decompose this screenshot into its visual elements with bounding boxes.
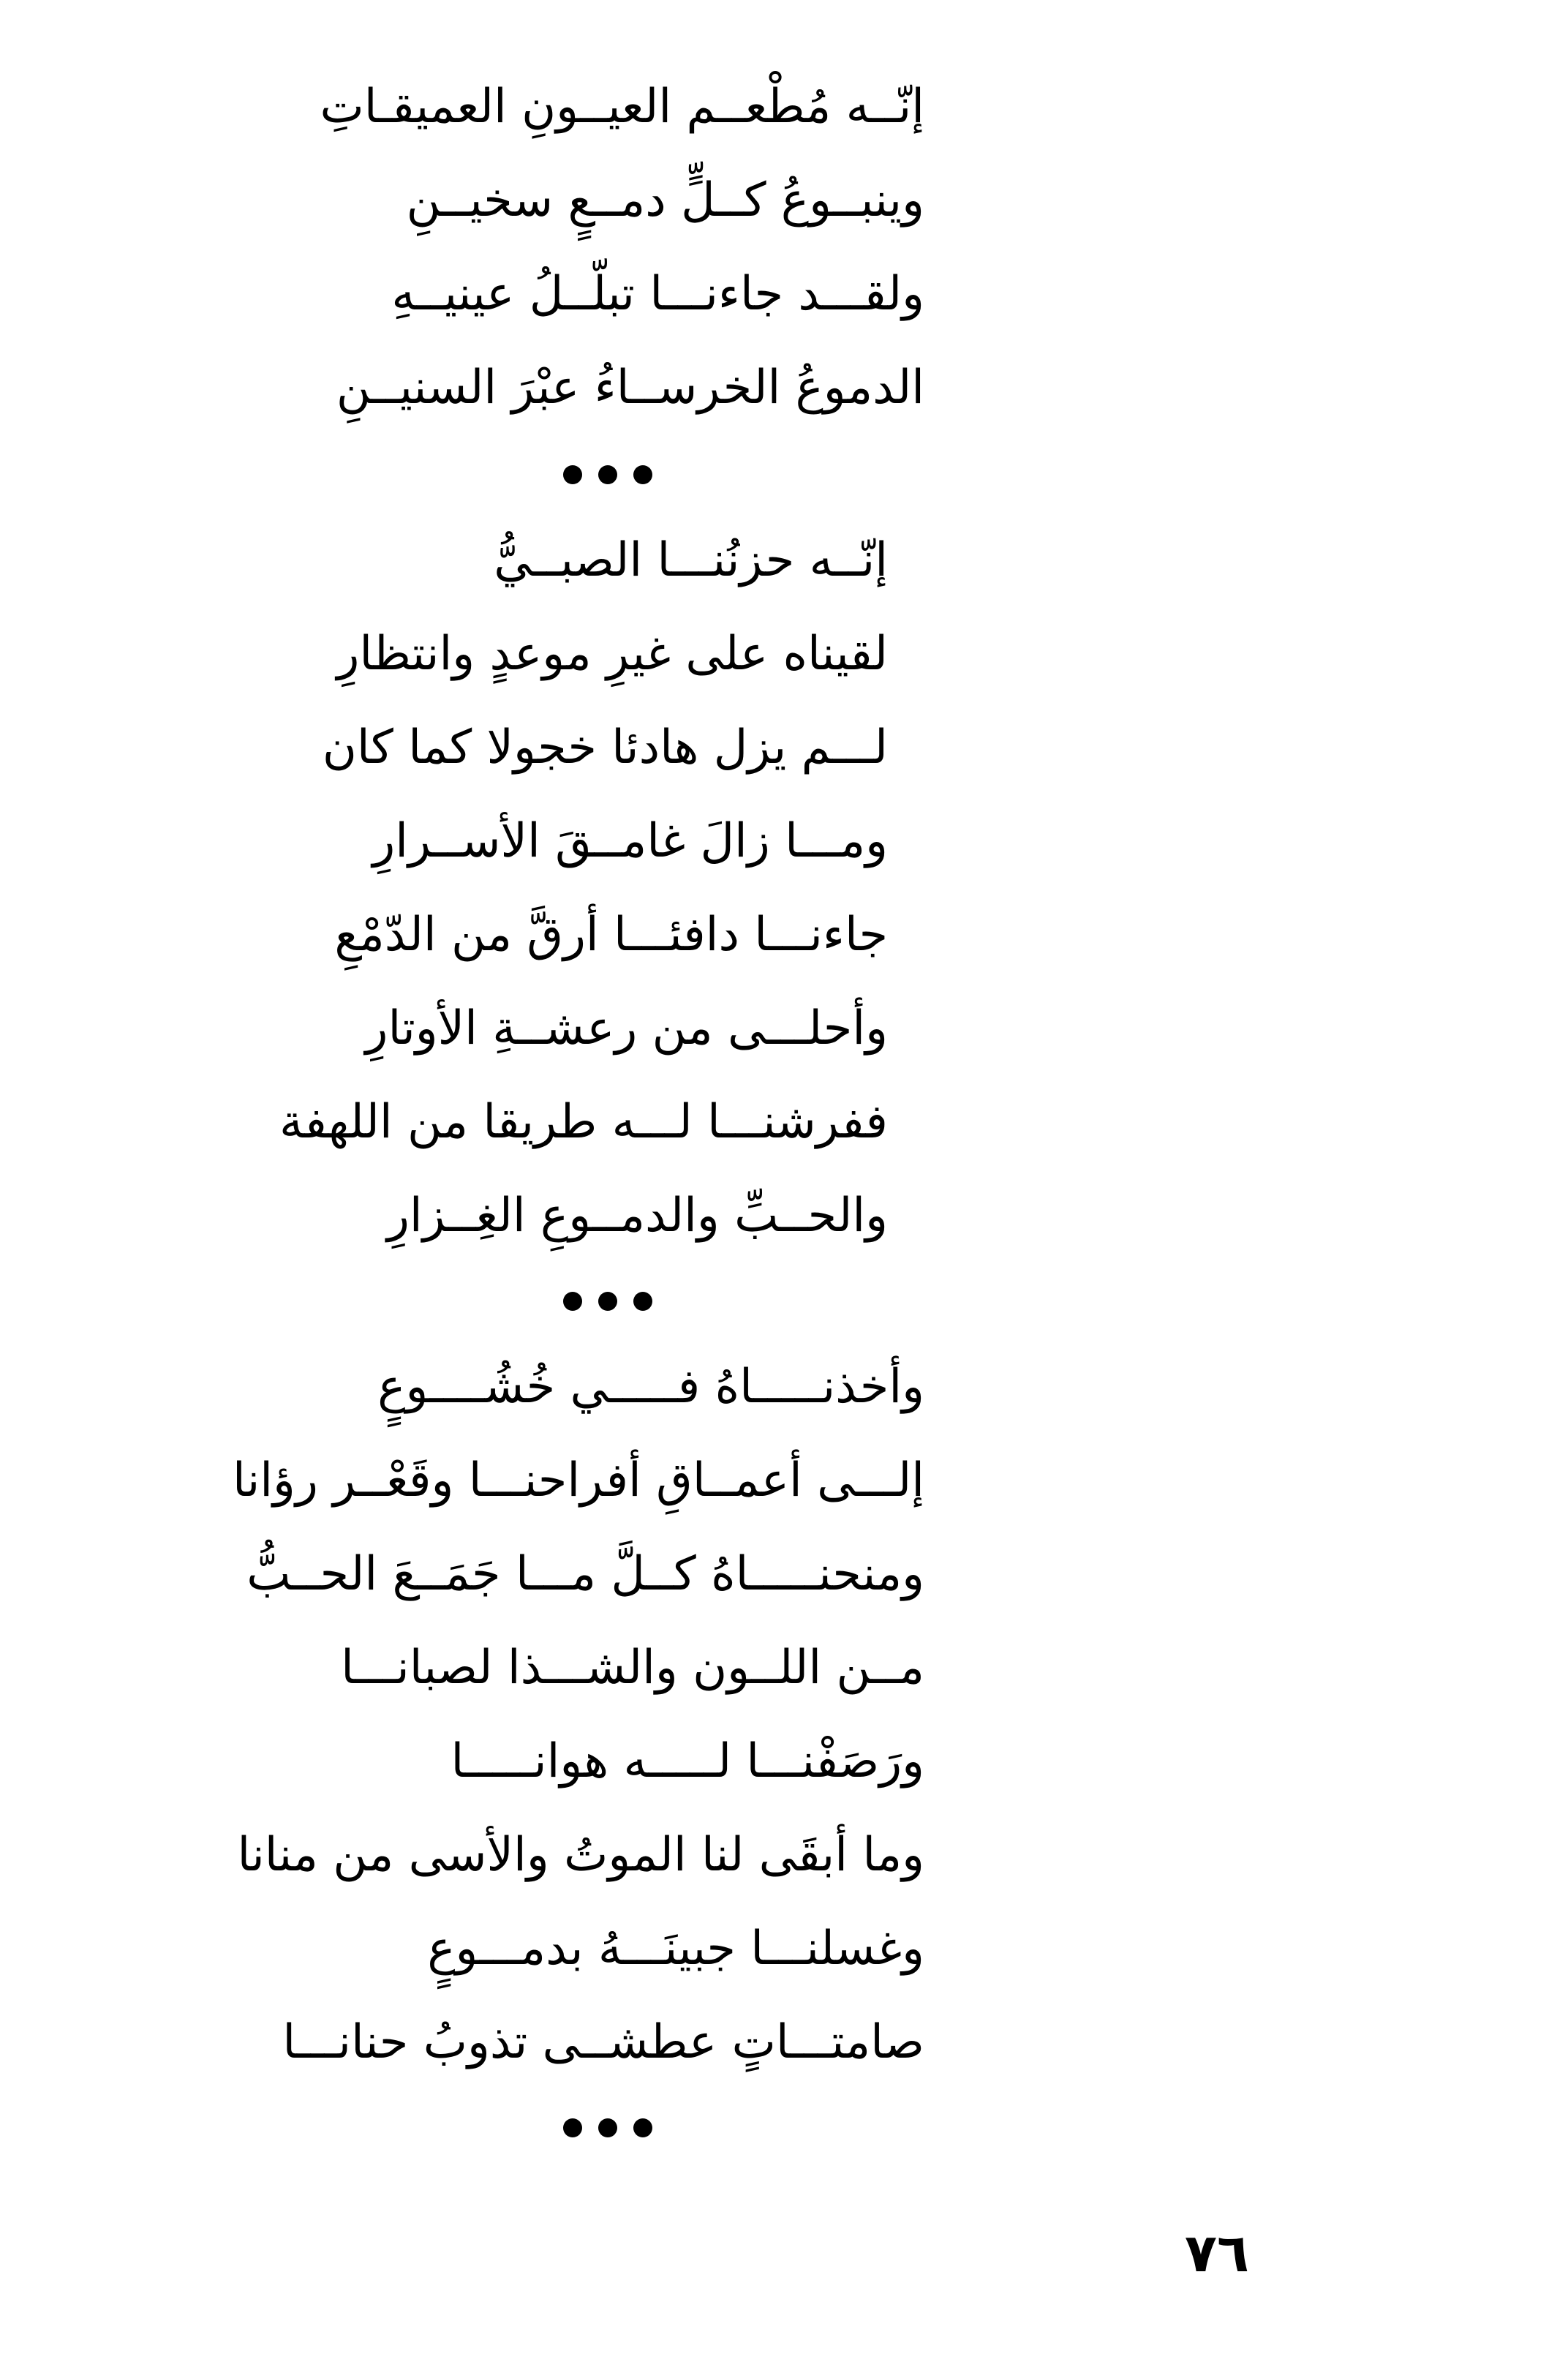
stanza-separator [563,465,652,484]
verse-line: جاءنـــا دافئـــا أرقَّ من الدّمْعِ [334,908,888,962]
page-number: ٧٦ [1185,2222,1249,2284]
separator-dot [563,2118,582,2137]
separator-dot [598,2118,617,2137]
verse-line: ولقـــد جاءنـــا تبلّــلُ عينيــهِ [391,267,924,321]
verse-line: والحــبِّ والدمــوعِ الغِــزارِ [387,1189,888,1243]
verse-line: وأحلـــى من رعشــةِ الأوتارِ [365,1001,888,1056]
verse-line: ومـــا زالَ غامــقَ الأســرارِ [372,814,888,868]
separator-dot [563,465,582,484]
verse-line: وغسلنـــا جبينَـــهُ بدمـــوعٍ [427,1922,924,1976]
verse-line: مــن اللــون والشـــذا لصبانـــا [341,1641,924,1695]
verse-line: صامتـــاتٍ عطشــى تذوبُ حنانـــا [282,2015,924,2069]
verse-line: إنّــه مُطْعــم العيــونِ العميقـاتِ [320,80,924,134]
stanza-separator [563,1292,652,1311]
verse-line: إنّــه حزنُنـــا الصبــيُّ [494,533,888,587]
verse-line: إلـــى أعمــاقِ أفراحنـــا وقَعْــر رؤانا [232,1453,924,1508]
verse-line: ورَصَفْنـــا لـــــه هوانـــــا [451,1734,924,1788]
verse-line: ففرشنـــا لـــه طريقا من اللهفة [279,1095,888,1149]
verse-line: لـــم يزل هادئا خجولا كما كان [322,721,888,775]
separator-dot [633,465,652,484]
verse-line: وأخذنـــــاهُ فـــــي خُشُــــوعٍ [377,1360,924,1414]
verse-line: الدموعُ الخرســاءُ عبْرَ السنيــنِ [336,361,924,415]
verse-line: وما أبقَى لنا الموتُ والأسى من منانا [237,1828,924,1882]
separator-dot [563,1292,582,1311]
verse-line: ومنحنـــــاهُ كــلَّ مـــا جَمَــعَ الحــبُّ [246,1547,924,1601]
separator-dot [598,465,617,484]
separator-dot [633,2118,652,2137]
separator-dot [598,1292,617,1311]
verse-line: لقيناه على غيرِ موعدٍ وانتظارِ [336,627,888,681]
stanza-separator [563,2118,652,2137]
verse-line: وينبــوعُ كــلٍّ دمــعٍ سخيــنِ [406,173,924,227]
separator-dot [633,1292,652,1311]
